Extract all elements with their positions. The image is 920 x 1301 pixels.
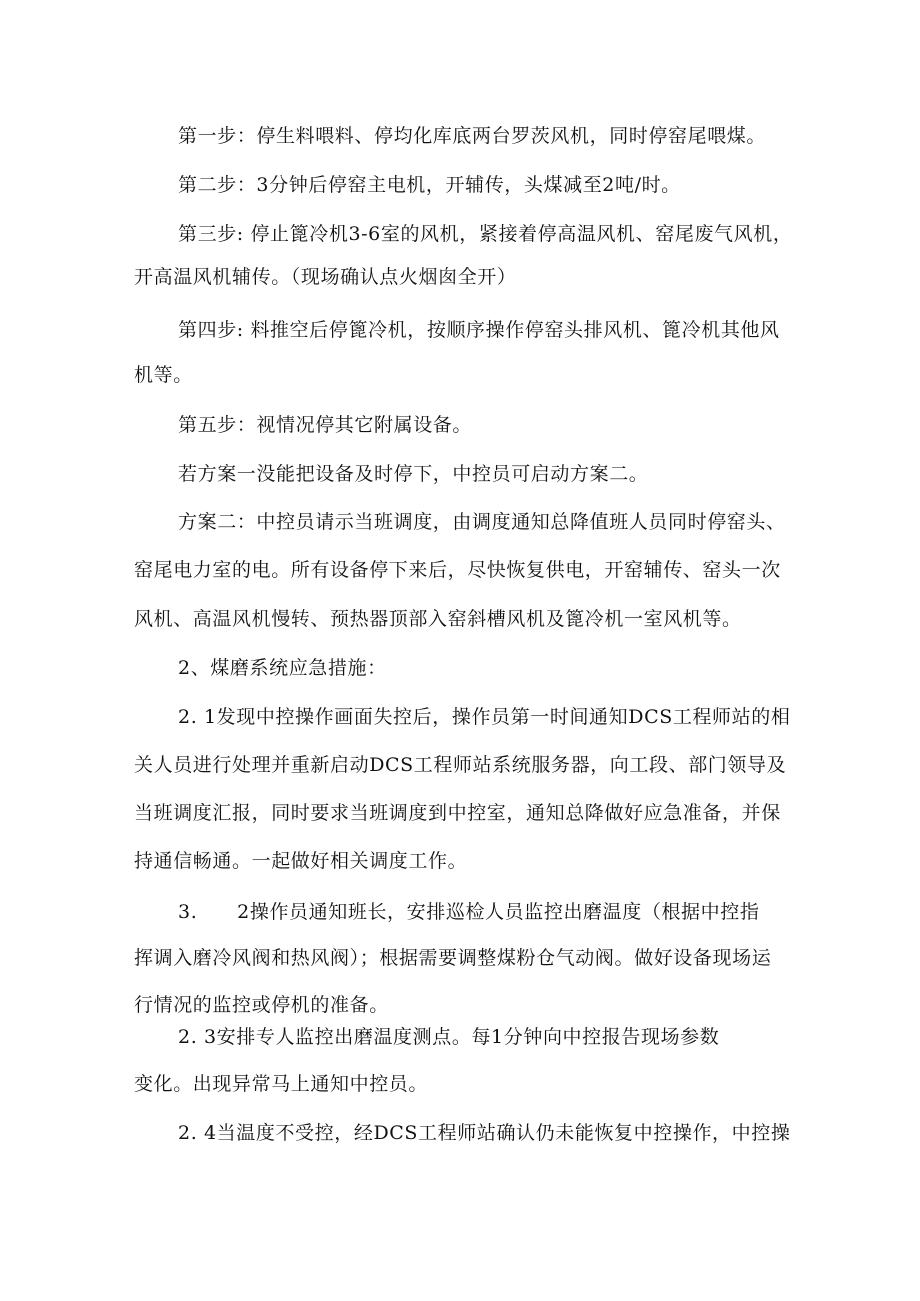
text-line: 挥调入磨冷风阀和热风阀）；根据需要调整煤粉仓气动阀。做好设备现场运 xyxy=(134,947,772,969)
text-line: 2、煤磨系统应急措施： xyxy=(178,657,387,679)
text-line: 持通信畅通。一起做好相关调度工作。 xyxy=(134,850,468,872)
text-line: 风机、高温风机慢转、预热器顶部入窑斜槽风机及篦冷机一室风机等。 xyxy=(134,608,742,630)
text-line: 第三步: 停止篦冷机3-6室的风机，紧接着停高温风机、窑尾废气风机， xyxy=(178,223,793,245)
text-line: 3. 2操作员通知班长，安排巡检人员监控出磨温度（根据中控指 xyxy=(178,901,760,923)
text-line: 行情况的监控或停机的准备。 xyxy=(134,994,389,1016)
text-line: 当班调度汇报，同时要求当班调度到中控室，通知总降做好应急准备，并保 xyxy=(134,802,781,824)
text-line: 机等。 xyxy=(134,364,193,386)
text-line: 第四步: 料推空后停篦冷机，按顺序操作停窑头排风机、篦冷机其他风 xyxy=(178,319,780,341)
text-line: 第一步：停生料喂料、停均化库底两台罗茨风机，同时停窑尾喂煤。 xyxy=(178,125,767,147)
text-line: 若方案一没能把设备及时停下，中控员可启动方案二。 xyxy=(178,463,649,485)
text-line: 第二步：3分钟后停窑主电机，开辅传，头煤减至2吨/时。 xyxy=(178,174,681,196)
text-line: 窑尾电力室的电。所有设备停下来后，尽快恢复供电，开窑辅传、窑头一次 xyxy=(134,559,781,581)
text-line: 2. 1发现中控操作画面失控后，操作员第一时间通知DCS工程师站的相 xyxy=(178,706,791,728)
text-line: 2. 4当温度不受控，经DCS工程师站确认仍未能恢复中控操作，中控操 xyxy=(178,1122,791,1144)
text-line: 方案二：中控员请示当班调度，由调度通知总降值班人员同时停窑头、 xyxy=(178,511,786,533)
text-line: 变化。出现异常马上通知中控员。 xyxy=(134,1073,429,1095)
text-line: 2. 3安排专人监控出磨温度测点。每1分钟向中控报告现场参数 xyxy=(178,1026,720,1048)
text-line: 开高温风机辅传。（现场确认点火烟囱全开） xyxy=(134,266,517,288)
text-line: 关人员进行处理并重新启动DCS工程师站系统服务器，向工段、部门领导及 xyxy=(134,754,787,776)
text-line: 第五步：视情况停其它附属设备。 xyxy=(178,414,473,436)
